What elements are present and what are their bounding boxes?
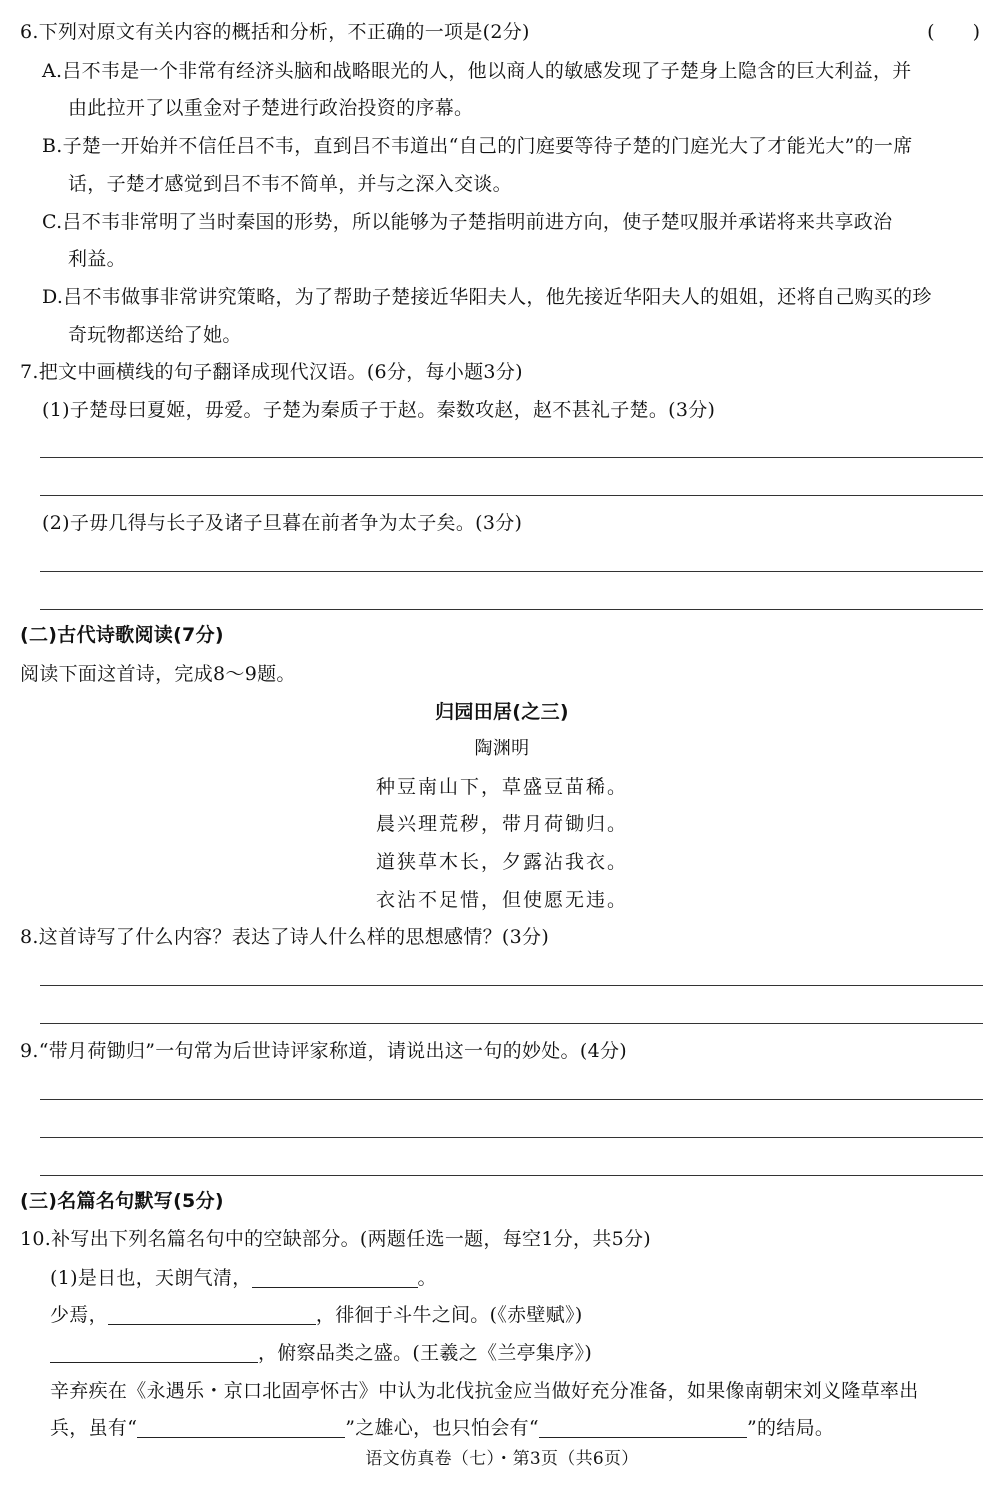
section2-heading: (二)古代诗歌阅读(7分) [20,624,224,646]
q6-option-d-line1: D.吕不韦做事非常讲究策略，为了帮助子楚接近华阳夫人，他先接近华阳夫人的姐姐，还将自己购买的珍 [42,286,932,308]
q7-sub1-answer-line-1[interactable] [40,457,983,458]
q10-blank-3[interactable] [50,1342,258,1363]
q8-answer-line-1[interactable] [40,985,983,986]
q10-item2-line1: 辛弃疾在《永遇乐・京口北固亭怀古》中认为北伐抗金应当做好充分准备，如果像南朝宋刘义隆草率出 [50,1380,919,1402]
q7-sub2-answer-line-2[interactable] [40,609,983,610]
poem-author: 陶渊明 [474,738,530,759]
q7-stem: 7.把文中画横线的句子翻译成现代汉语。(6分，每小题3分) [20,361,523,383]
q8-stem: 8.这首诗写了什么内容？表达了诗人什么样的思想感情？(3分) [20,926,550,948]
q7-sub1-answer-line-2[interactable] [40,495,983,496]
poem-line-1: 种豆南山下，草盛豆苗稀。 [375,776,628,798]
q7-sub2-answer-line-1[interactable] [40,571,983,572]
q10-item2-text-a: 兵，虽有“ [50,1417,138,1439]
q10-item1-line2-text-a: 少焉， [50,1304,108,1326]
q9-answer-line-3[interactable] [40,1175,983,1176]
q10-blank-5[interactable] [539,1417,747,1438]
q9-answer-line-1[interactable] [40,1099,983,1100]
q6-option-b-line2: 话，子楚才感觉到吕不韦不简单，并与之深入交谈。 [68,173,512,195]
q6-option-a-line2: 由此拉开了以重金对子楚进行政治投资的序幕。 [68,97,474,119]
q10-item2-line2 [50,1416,834,1440]
q6-answer-paren: ( ) [927,21,980,43]
poem-title: 归园田居(之三) [435,701,569,723]
q10-item2-text-c: ”的结局。 [746,1417,835,1439]
q10-item1-line3 [50,1341,592,1365]
section3-heading: (三)名篇名句默写(5分) [20,1190,224,1212]
q10-blank-4[interactable] [137,1417,345,1438]
q6-option-a-line1: A.吕不韦是一个非常有经济头脑和战略眼光的人，他以商人的敏感发现了子楚身上隐含的巨大利益，并 [42,60,912,82]
q10-item1-text-b: 。 [417,1267,437,1289]
q6-option-b-line1: B.子楚一开始并不信任吕不韦，直到吕不韦道出“自己的门庭要等待子楚的门庭光大了才能光大”的一席 [42,135,913,157]
q10-item1-line3-text: ，俯察品类之盛。(王羲之《兰亭集序》) [258,1342,593,1364]
q10-item1-line2 [50,1303,583,1327]
q10-blank-1[interactable] [252,1267,418,1288]
page-footer: 语文仿真卷（七）・第3页（共6页） [365,1449,639,1469]
q7-sub1: (1)子楚母曰夏姬，毋爱。子楚为秦质子于赵。秦数攻赵，赵不甚礼子楚。(3分) [42,399,716,421]
q10-item1-text-a: (1)是日也，天朗气清， [50,1267,252,1289]
q10-item1-line2-text-b: ，徘徊于斗牛之间。(《赤壁赋》) [315,1304,583,1326]
q6-option-d-line2: 奇玩物都送给了她。 [68,324,242,346]
section2-intro: 阅读下面这首诗，完成8～9题。 [20,663,296,685]
poem-line-3: 道狭草木长，夕露沾我衣。 [375,851,628,873]
q8-answer-line-2[interactable] [40,1023,983,1024]
q6-option-c-line2: 利益。 [68,248,126,270]
q10-item1-line1 [50,1266,437,1290]
q6-stem: 6.下列对原文有关内容的概括和分析，不正确的一项是(2分) [20,21,530,43]
q9-stem: 9.“带月荷锄归”一句常为后世诗评家称道，请说出这一句的妙处。(4分) [20,1040,627,1062]
q10-stem: 10.补写出下列名篇名句中的空缺部分。(两题任选一题，每空1分，共5分) [20,1228,652,1250]
q10-blank-2[interactable] [108,1304,316,1325]
q10-item2-text-b: ”之雄心，也只怕会有“ [345,1417,539,1439]
q6-option-c-line1: C.吕不韦非常明了当时秦国的形势，所以能够为子楚指明前进方向，使子楚叹服并承诺将来共享政治 [42,211,893,233]
poem-line-2: 晨兴理荒秽，带月荷锄归。 [375,813,628,835]
q9-answer-line-2[interactable] [40,1137,983,1138]
q7-sub2: (2)子毋几得与长子及诸子旦暮在前者争为太子矣。(3分) [42,512,523,534]
poem-line-4: 衣沾不足惜，但使愿无违。 [375,889,628,911]
